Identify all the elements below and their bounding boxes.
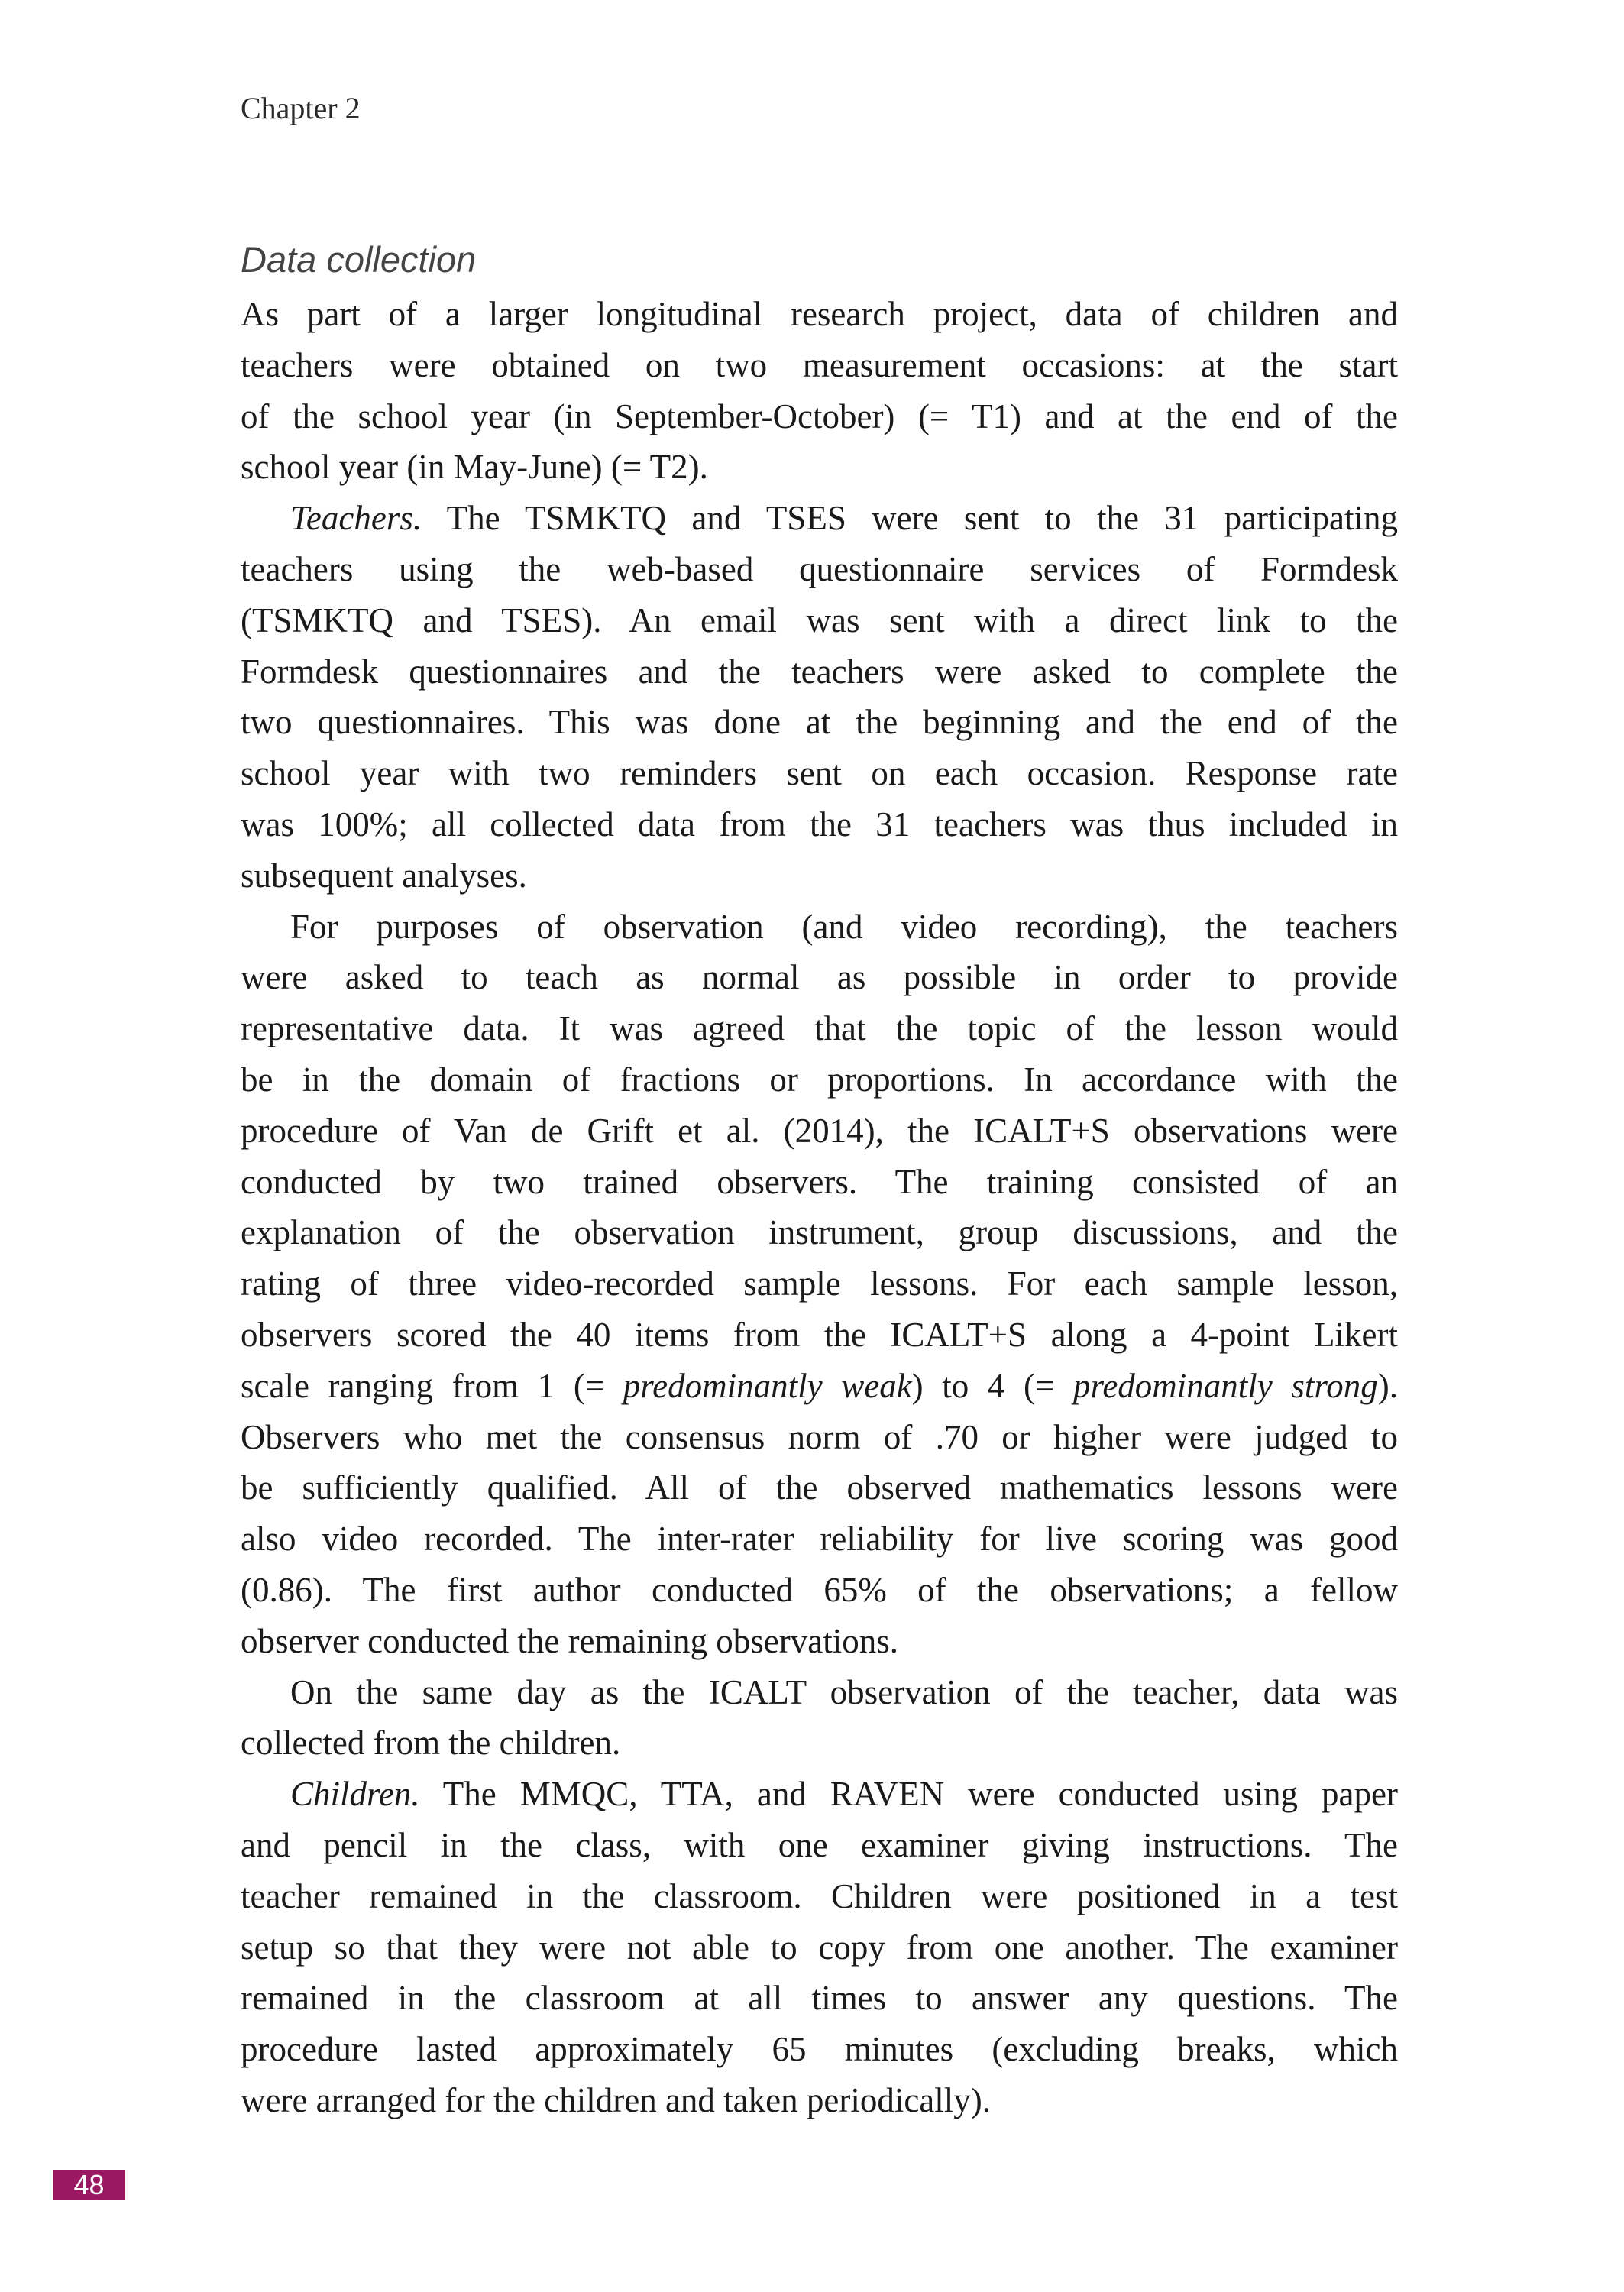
paragraph <box>241 289 1398 493</box>
text-segment: of the school year (in September-October) (= T1) and at the end of the <box>241 397 1398 435</box>
text-line <box>241 391 1398 442</box>
text-segment: Formdesk questionnaires and the teachers were asked to complete the <box>241 652 1398 691</box>
text-segment: For purposes of observation (and video recording), the teachers <box>290 907 1398 946</box>
text-line <box>241 1871 1398 1922</box>
text-segment: procedure lasted approximately 65 minutes (excluding breaks, which <box>241 2030 1398 2069</box>
text-segment: subsequent analyses. <box>241 856 527 895</box>
text-line <box>241 1667 1398 1718</box>
text-segment: observers scored the 40 items from the ICALT+S along a 4-point Likert <box>241 1315 1398 1354</box>
text-segment: was 100%; all collected data from the 31 teachers was thus included in <box>241 804 1398 843</box>
page-number: 48 <box>53 2170 125 2200</box>
text-line <box>241 493 1398 544</box>
text-line <box>241 748 1398 799</box>
running-head: Chapter 2 <box>241 91 361 125</box>
text-line <box>241 1717 1398 1769</box>
paragraph <box>241 1667 1398 1769</box>
text-segment: were arranged for the children and taken periodically). <box>241 2080 992 2119</box>
text-line <box>241 850 1398 902</box>
text-line <box>241 646 1398 698</box>
text-segment: (0.86). The first author conducted 65% of the observations; a fellow <box>241 1570 1398 1609</box>
text-line <box>241 442 1398 493</box>
text-line <box>241 340 1398 391</box>
paragraph <box>241 493 1398 901</box>
paragraph <box>241 1769 1398 2126</box>
text-line <box>241 1462 1398 1513</box>
text-segment: remained in the classroom at all times to answer any questions. The <box>241 1979 1398 2018</box>
italic-text: predominantly strong <box>1072 1366 1378 1405</box>
text-line <box>241 1616 1398 1667</box>
text-segment: ) to 4 (= <box>911 1366 1073 1405</box>
text-line <box>241 1769 1398 1820</box>
paragraph <box>241 902 1398 1667</box>
text-segment: procedure of Van de Grift et al. (2014), the ICALT+S observations were <box>241 1111 1398 1150</box>
text-line <box>241 799 1398 850</box>
text-line <box>241 1207 1398 1258</box>
text-segment: The MMQC, TTA, and RAVEN were conducted using paper <box>419 1775 1398 1814</box>
text-segment: On the same day as the ICALT observation of the teacher, data was <box>290 1672 1398 1711</box>
text-line <box>241 595 1398 646</box>
text-segment: school year (in May-June) (= T2). <box>241 448 708 487</box>
text-segment: were asked to teach as normal as possible in order to provide <box>241 958 1398 997</box>
text-segment: two questionnaires. This was done at the beginning and the end of the <box>241 703 1398 742</box>
text-segment: conducted by two trained observers. The training consisted of an <box>241 1162 1398 1201</box>
text-segment: teachers using the web-based questionnaire services of Formdesk <box>241 549 1398 588</box>
text-segment: The TSMKTQ and TSES were sent to the 31 participating <box>422 499 1398 538</box>
text-segment: ). <box>1377 1366 1398 1405</box>
text-line <box>241 1258 1398 1309</box>
text-segment: (TSMKTQ and TSES). An email was sent with a direct link to the <box>241 601 1398 639</box>
text-line <box>241 2024 1398 2075</box>
text-line <box>241 1412 1398 1463</box>
text-segment: school year with two reminders sent on each occasion. Response rate <box>241 754 1398 793</box>
text-line <box>241 1157 1398 1208</box>
text-segment: observer conducted the remaining observations. <box>241 1621 898 1660</box>
text-segment: As part of a larger longitudinal research project, data of children and <box>241 295 1398 333</box>
text-segment: be sufficiently qualified. All of the observed mathematics lessons were <box>241 1468 1398 1507</box>
text-line <box>241 1054 1398 1106</box>
italic-text: Children. <box>290 1775 420 1814</box>
text-segment: explanation of the observation instrument, group discussions, and the <box>241 1213 1398 1252</box>
text-line <box>241 1922 1398 1973</box>
text-segment: teachers were obtained on two measurement occasions: at the start <box>241 345 1398 384</box>
text-line <box>241 1513 1398 1565</box>
text-segment: scale ranging from 1 (= <box>241 1366 623 1405</box>
text-segment: representative data. It was agreed that the topic of the lesson would <box>241 1009 1398 1048</box>
text-segment: be in the domain of fractions or proportions. In accordance with the <box>241 1060 1398 1099</box>
text-line <box>241 1361 1398 1412</box>
body-text <box>241 289 1398 2126</box>
text-line <box>241 1003 1398 1054</box>
text-segment: and pencil in the class, with one examiner giving instructions. The <box>241 1825 1398 1864</box>
text-line <box>241 544 1398 595</box>
text-segment: Observers who met the consensus norm of .70 or higher were judged to <box>241 1417 1398 1456</box>
text-segment: also video recorded. The inter-rater reliability for live scoring was good <box>241 1520 1398 1559</box>
text-line <box>241 1973 1398 2024</box>
italic-text: Teachers. <box>290 499 422 538</box>
text-segment: collected from the children. <box>241 1724 621 1763</box>
text-line <box>241 697 1398 748</box>
text-line <box>241 1106 1398 1157</box>
text-line <box>241 1309 1398 1361</box>
text-line <box>241 952 1398 1003</box>
text-segment: rating of three video-recorded sample lessons. For each sample lesson, <box>241 1264 1398 1303</box>
text-line <box>241 2075 1398 2126</box>
text-line <box>241 289 1398 340</box>
text-segment: teacher remained in the classroom. Children were positioned in a test <box>241 1876 1398 1915</box>
text-line <box>241 1565 1398 1616</box>
italic-text: predominantly weak <box>623 1366 912 1405</box>
text-segment: setup so that they were not able to copy from one another. The examiner <box>241 1928 1398 1967</box>
text-line <box>241 902 1398 953</box>
section-heading: Data collection <box>241 239 477 280</box>
text-line <box>241 1820 1398 1871</box>
